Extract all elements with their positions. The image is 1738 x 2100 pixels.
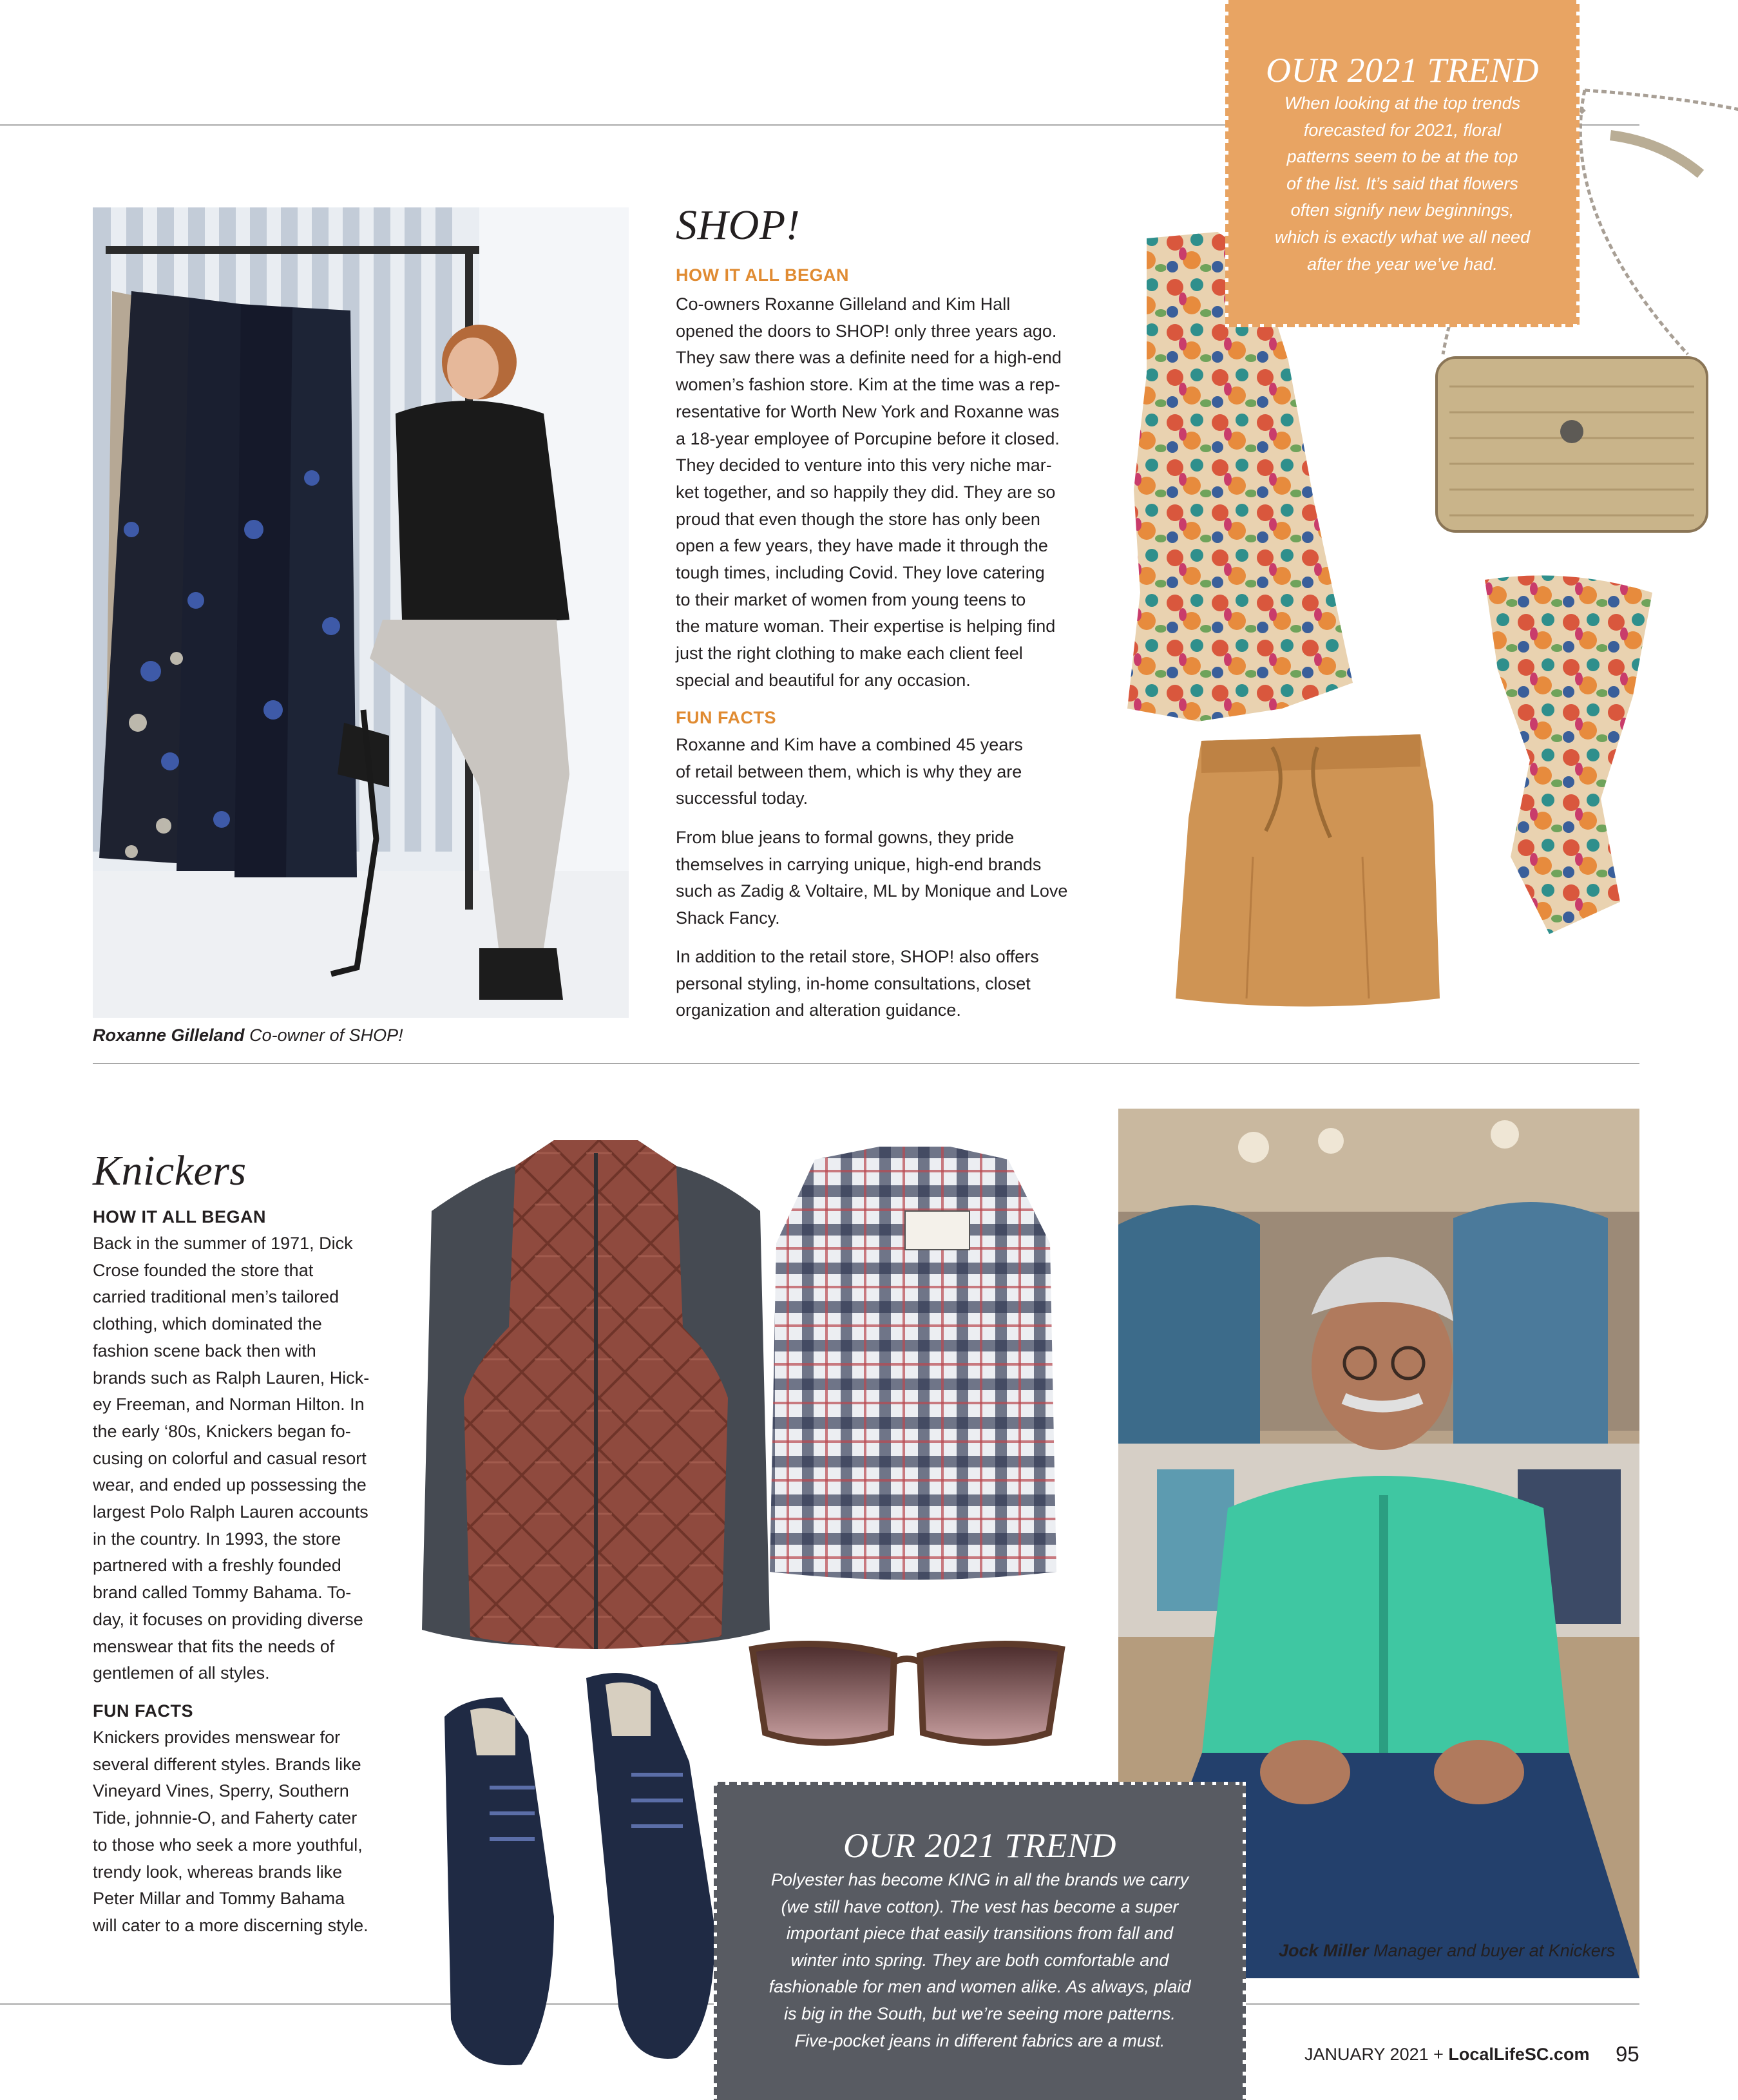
floral-scarf-image — [1472, 567, 1665, 934]
shop-how-line: open a few years, they have made it through the — [676, 536, 1048, 556]
knickers-how-line: ey Freeman, and Norman Hilton. In — [93, 1395, 365, 1415]
footer-site: LocalLifeSC.com — [1448, 2045, 1590, 2064]
shop-trend-text — [1238, 90, 1567, 278]
woman-by-dress-rack-photo — [93, 207, 629, 1018]
shop-how-line: the mature woman. Their expertise is helping find — [676, 616, 1056, 636]
knickers-how-line: brand called Tommy Bahama. To- — [93, 1583, 352, 1603]
shop-trend-title: OUR 2021 TREND — [1266, 51, 1539, 90]
knickers-fun-line: to those who seek a more youthful, — [93, 1835, 363, 1855]
shop-fun-paragraph-1 — [676, 732, 1023, 812]
page-number: 95 — [1616, 2042, 1639, 2066]
knickers-how-line: Crose founded the store that — [93, 1260, 314, 1280]
knickers-how-line: cusing on colorful and casual resort — [93, 1448, 367, 1468]
knickers-trend-box — [714, 1782, 1246, 2100]
knickers-caption-role: Manager and buyer at Knickers — [1368, 1941, 1616, 1960]
knickers-how-line: in the country. In 1993, the store — [93, 1529, 341, 1549]
shop-fun-line: From blue jeans to formal gowns, they pride — [676, 828, 1015, 847]
shop-trend-line: after the year we’ve had. — [1307, 254, 1498, 274]
knickers-how-line: carried traditional men’s tailored — [93, 1287, 339, 1307]
knickers-how-line: largest Polo Ralph Lauren accounts — [93, 1502, 368, 1522]
knickers-how-line: clothing, which dominated the — [93, 1314, 322, 1334]
knickers-fun-line: Tide, johnnie-O, and Faherty cater — [93, 1808, 358, 1828]
knickers-how-line: gentlemen of all styles. — [93, 1663, 270, 1683]
shop-how-paragraph — [676, 291, 1062, 694]
shop-how-line: tough times, including Covid. They love catering — [676, 563, 1045, 583]
knickers-photo-caption — [1279, 1941, 1615, 1961]
shop-how-line: proud that even though the store has only been — [676, 509, 1040, 529]
knickers-trend-line: (we still have cotton). The vest has become a super — [781, 1896, 1179, 1916]
shop-fun-line: organization and alteration guidance. — [676, 1000, 961, 1020]
shop-title: SHOP! — [676, 202, 801, 249]
knickers-caption-name: Jock Miller — [1279, 1941, 1369, 1960]
shop-fun-line: successful today. — [676, 788, 808, 808]
knickers-trend-line: Five-pocket jeans in different fabrics are a must. — [794, 2030, 1165, 2050]
knickers-how-line: Back in the summer of 1971, Dick — [93, 1234, 353, 1253]
shop-how-line: They saw there was a definite need for a high-end — [676, 348, 1062, 368]
shop-how-line: to their market of women from young teens to — [676, 589, 1026, 609]
knickers-trend-line: important piece that easily transitions from fall and — [786, 1923, 1174, 1943]
knickers-fun-line: trendy look, whereas brands like — [93, 1862, 343, 1882]
shop-fun-line: themselves in carrying unique, high-end brands — [676, 854, 1042, 874]
navy-sneakers-image — [425, 1659, 747, 2077]
shop-how-line: special and beautiful for any occasion. — [676, 670, 971, 690]
knickers-trend-line: Polyester has become KING in all the brands we carry — [770, 1870, 1189, 1889]
shop-trend-line: patterns seem to be at the top — [1286, 147, 1518, 167]
knickers-fun-heading: FUN FACTS — [93, 1701, 193, 1721]
knickers-fun-line: Peter Millar and Tommy Bahama — [93, 1889, 345, 1909]
shop-caption-name: Roxanne Gilleland — [93, 1026, 245, 1045]
middle-rule — [93, 1063, 1639, 1064]
knickers-trend-text — [727, 1867, 1233, 2054]
shop-how-line: ket together, and so happily they did. They are so — [676, 482, 1056, 502]
plaid-shirt-image — [763, 1147, 1060, 1588]
shop-photo-caption — [93, 1026, 403, 1045]
knickers-how-line: partnered with a freshly founded — [93, 1556, 341, 1576]
knickers-how-paragraph — [93, 1230, 369, 1687]
knickers-trend-line: winter into spring. They are both comfortable and — [790, 1950, 1169, 1970]
shop-fun-paragraph-3 — [676, 944, 1039, 1024]
shop-trend-box — [1225, 0, 1580, 327]
shop-trend-line: forecasted for 2021, floral — [1303, 120, 1502, 140]
shop-how-line: Co-owners Roxanne Gilleland and Kim Hall — [676, 294, 1011, 314]
shop-trend-line: of the list. It’s said that flowers — [1286, 173, 1518, 193]
quilted-vest-image — [419, 1140, 773, 1649]
knickers-title: Knickers — [93, 1147, 247, 1194]
shop-trend-line: which is exactly what we all need — [1274, 227, 1531, 247]
shop-how-line: They decided to venture into this very niche mar- — [676, 455, 1052, 475]
knickers-fun-line: Knickers provides menswear for — [93, 1728, 341, 1747]
shop-trend-line: often signify new beginnings, — [1290, 200, 1514, 220]
shop-fun-line: of retail between them, which is why they are — [676, 761, 1022, 781]
knickers-fun-line: several different styles. Brands like — [93, 1754, 361, 1774]
knickers-trend-line: fashionable for men and women alike. As always, plaid — [769, 1977, 1191, 1997]
shop-fun-line: such as Zadig & Voltaire, ML by Monique and Love — [676, 881, 1068, 901]
shop-how-line: resentative for Worth New York and Roxanne was — [676, 401, 1060, 421]
sunglasses-image — [746, 1636, 1068, 1752]
knickers-trend-title: OUR 2021 TREND — [843, 1826, 1116, 1865]
footer-separator: + — [1428, 2045, 1449, 2064]
knickers-how-line: the early ‘80s, Knickers began fo- — [93, 1421, 351, 1441]
page-footer — [1304, 2045, 1589, 2065]
shop-fun-line: personal styling, in-home consultations, closet — [676, 973, 1031, 993]
shop-fun-paragraph-2 — [676, 825, 1067, 932]
shop-fun-line: Shack Fancy. — [676, 908, 780, 928]
shop-fun-line: In addition to the retail store, SHOP! also offers — [676, 947, 1039, 966]
shop-trend-line: When looking at the top trends — [1284, 93, 1521, 113]
knickers-trend-line: is big in the South, but we’re seeing more patterns. — [784, 2003, 1176, 2023]
knickers-fun-line: will cater to a more discerning style. — [93, 1915, 368, 1935]
shop-how-line: women’s fashion store. Kim at the time was a rep- — [676, 375, 1060, 395]
knickers-how-heading: HOW IT ALL BEGAN — [93, 1207, 266, 1227]
shop-fun-line: Roxanne and Kim have a combined 45 years — [676, 735, 1023, 754]
knickers-fun-line: Vineyard Vines, Sperry, Southern — [93, 1781, 349, 1801]
knickers-how-line: brands such as Ralph Lauren, Hick- — [93, 1368, 370, 1388]
knickers-how-line: wear, and ended up possessing the — [93, 1475, 367, 1495]
knickers-how-line: menswear that fits the needs of — [93, 1636, 335, 1656]
shop-how-heading: HOW IT ALL BEGAN — [676, 265, 849, 285]
shop-how-line: just the right clothing to make each client feel — [676, 644, 1023, 663]
shop-caption-role: Co-owner of SHOP! — [244, 1026, 403, 1045]
knickers-fun-paragraph — [93, 1724, 368, 1940]
shop-how-line: opened the doors to SHOP! only three years ago. — [676, 321, 1057, 341]
shop-fun-heading: FUN FACTS — [676, 708, 776, 727]
tan-leather-skirt-image — [1176, 728, 1440, 1015]
shop-how-line: a 18-year employee of Porcupine before it closed. — [676, 428, 1060, 448]
footer-issue: JANUARY 2021 — [1304, 2045, 1429, 2064]
knickers-how-line: fashion scene back then with — [93, 1341, 316, 1360]
knickers-how-line: day, it focuses on providing diverse — [93, 1609, 363, 1629]
